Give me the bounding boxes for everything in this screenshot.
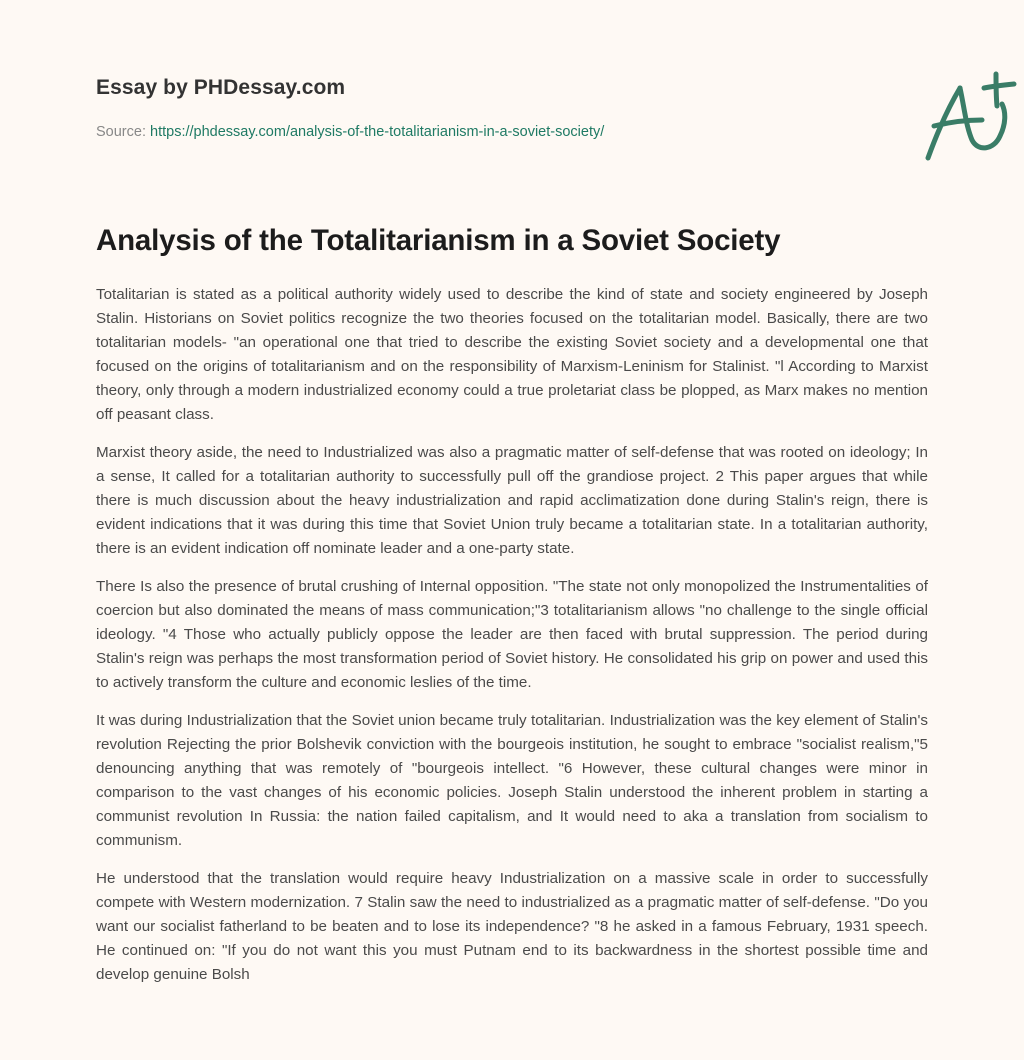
paragraph-5: He understood that the translation would require heavy Industrialization on a massive scale in order to successfully compete with Western modernization. 7 Stalin saw the need to industrialized as a pragmatic matter of self-defense. "Do you want our socialist fatherland to be beaten and to lose its independence? "8 he asked in a famous February, 1931 speech. He continued on: "If you do not want this you must Putnam end to its backwardness in the shortest possible time and develop genuine Bolsh bbox=[96, 870, 928, 983]
site-brand: Essay by PHDessay.com bbox=[96, 76, 346, 99]
paragraph-3: There Is also the presence of brutal crushing of Internal opposition. "The state not only monopolized the Instrumentalities of coercion but also dominated the means of mass communication;"3 totalitarianism allows "no challenge to the single official ideology. "4 Those who actually publicly oppose the leader are then faced with brutal suppression. The period during Stalin's reign was perhaps the most transformation period of Soviet history. He consolidated his grip on power and used this to actively transform the culture and economic leslies of the time. bbox=[96, 578, 928, 691]
source-label: Source: bbox=[96, 124, 146, 140]
article-title: Analysis of the Totalitarianism in a Soviet Society bbox=[96, 224, 781, 257]
article-body bbox=[96, 283, 928, 1001]
paragraph-2: Marxist theory aside, the need to Industrialized was also a pragmatic matter of self-defense that was rooted on ideology; In a sense, It called for a totalitarian authority to successfully pull off the grandiose project. 2 This paper argues that while there is much discussion about the heavy industrialization and rapid acclimatization done during Stalin's reign, there is evident indications that it was during this time that Soviet Union truly became a totalitarian state. In a totalitarian authority, there is an evident indication off nominate leader and a one-party state. bbox=[96, 444, 928, 557]
source-link[interactable]: https://phdessay.com/analysis-of-the-totalitarianism-in-a-soviet-society/ bbox=[150, 124, 605, 140]
paragraph-1: Totalitarian is stated as a political authority widely used to describe the kind of state and society engineered by Joseph Stalin. Historians on Soviet politics recognize the two theories focused on the totalitarian model. Basically, there are two totalitarian models- "an operational one that tried to describe the existing Soviet society and a developmental one that focused on the origins of totalitarianism and on the responsibility of Marxism-Leninism for Stalinist. "l According to Marxist theory, only through a modern industrialized economy could a true proletariat class be plopped, as Marx makes no mention off peasant class. bbox=[96, 286, 928, 423]
paragraph-4: It was during Industrialization that the Soviet union became truly totalitarian. Industrialization was the key element of Stalin's revolution Rejecting the prior Bolshevik conviction with the bourgeois institution, he sought to embrace "socialist realism,"5 denouncing anything that was remotely of "bourgeois intellect. "6 However, these cultural changes were minor in comparison to the vast changes of his economic policies. Joseph Stalin understood the inherent problem in starting a communist revolution In Russia: the nation failed capitalism, and It would need to aka a translation from socialism to communism. bbox=[96, 712, 928, 849]
source-line bbox=[96, 124, 604, 140]
a-plus-grade-icon bbox=[920, 66, 1024, 166]
